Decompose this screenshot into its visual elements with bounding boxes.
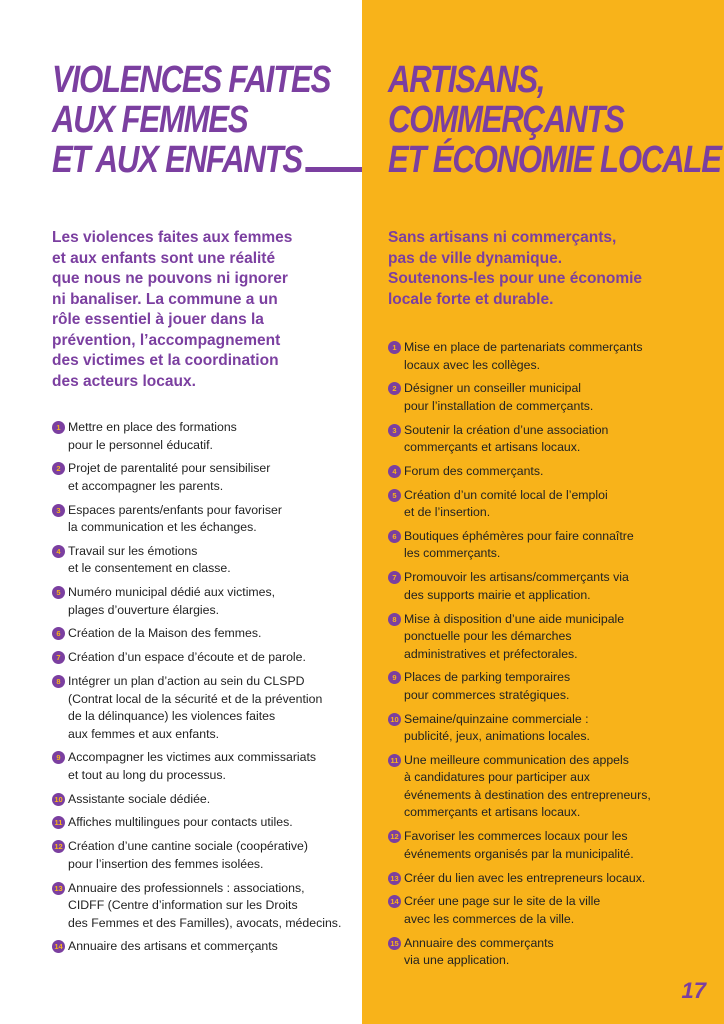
- left-intro-line: des victimes et la coordination: [52, 352, 279, 369]
- item-text-line: des Femmes et des Familles), avocats, médecins.: [68, 915, 342, 930]
- right-measure-item: [388, 711, 713, 746]
- item-number-badge: 11: [388, 754, 401, 767]
- item-number-badge: 7: [52, 651, 65, 664]
- item-text-line: des supports mairie et application.: [404, 587, 591, 602]
- right-column: [362, 0, 724, 1024]
- item-text-line: et tout au long du processus.: [68, 767, 226, 782]
- item-text-line: Création de la Maison des femmes.: [68, 626, 262, 641]
- item-text-line: commerçants et artisans locaux.: [404, 440, 581, 455]
- item-text-line: Mise à disposition d’une aide municipale: [404, 611, 625, 626]
- item-text-line: publicité, jeux, animations locales.: [404, 729, 590, 744]
- item-text-line: Annuaire des professionnels : associations,: [68, 880, 305, 895]
- left-measure-item: [52, 460, 357, 495]
- item-text-line: CIDFF (Centre d’information sur les Droits: [68, 898, 298, 913]
- item-number-badge: 8: [52, 675, 65, 688]
- item-text-line: Annuaire des artisans et commerçants: [68, 939, 278, 954]
- item-text-line: Places de parking temporaires: [404, 670, 571, 685]
- item-number-badge: 11: [52, 816, 65, 829]
- right-measure-item: [388, 828, 713, 863]
- item-text-line: Assistante sociale dédiée.: [68, 791, 211, 806]
- item-text-line: et le consentement en classe.: [68, 561, 231, 576]
- title-underline-rule: [305, 167, 367, 172]
- item-number-badge: 14: [52, 940, 65, 953]
- right-measure-item: [388, 487, 713, 522]
- item-number-badge: 6: [388, 530, 401, 543]
- item-text-line: à candidatures pour participer aux: [404, 770, 590, 785]
- item-number-badge: 14: [388, 895, 401, 908]
- right-measure-item: [388, 752, 713, 822]
- right-intro-line: Sans artisans ni commerçants,: [388, 229, 617, 246]
- item-text-line: pour commerces stratégiques.: [404, 687, 570, 702]
- left-measure-item: [52, 584, 357, 619]
- item-text-line: Créer du lien avec les entrepreneurs locaux.: [404, 870, 646, 885]
- item-text-line: Accompagner les victimes aux commissariats: [68, 750, 317, 765]
- left-measure-item: [52, 673, 357, 743]
- right-title-line: ET ÉCONOMIE LOCALE: [388, 139, 721, 181]
- left-measures-list: [52, 419, 357, 962]
- right-intro-line: pas de ville dynamique.: [388, 249, 563, 267]
- item-number-badge: 9: [52, 751, 65, 764]
- left-intro-line: Les violences faites aux femmes: [52, 229, 293, 246]
- item-text-line: Créer une page sur le site de la ville: [404, 894, 601, 909]
- item-text-line: Annuaire des commerçants: [404, 935, 554, 950]
- right-intro: [388, 228, 688, 310]
- left-measure-item: [52, 543, 357, 578]
- item-text-line: événements à destination des entrepreneurs,: [404, 787, 651, 802]
- item-text-line: Favoriser les commerces locaux pour les: [404, 829, 628, 844]
- right-measure-item: [388, 569, 713, 604]
- item-text-line: aux femmes et aux enfants.: [68, 726, 220, 741]
- right-measure-item: [388, 669, 713, 704]
- item-number-badge: 4: [52, 545, 65, 558]
- left-title-line: AUX FEMMES: [52, 99, 248, 141]
- page-number: 17: [681, 978, 706, 1003]
- item-text-line: Mise en place de partenariats commerçants: [404, 340, 643, 354]
- left-measure-item: [52, 649, 357, 667]
- item-text-line: Semaine/quinzaine commerciale :: [404, 711, 589, 726]
- item-text-line: Projet de parentalité pour sensibiliser: [68, 461, 271, 476]
- item-number-badge: 13: [388, 872, 401, 885]
- right-measure-item: [388, 893, 713, 928]
- item-text-line: Désigner un conseiller municipal: [404, 381, 582, 396]
- item-number-badge: 3: [52, 504, 65, 517]
- left-intro-line: rôle essentiel à jouer dans la: [52, 311, 264, 328]
- item-number-badge: 6: [52, 627, 65, 640]
- item-number-badge: 9: [388, 671, 401, 684]
- right-measure-item: [388, 611, 713, 664]
- item-number-badge: 12: [52, 840, 65, 853]
- right-intro-line: Soutenons-les pour une économie: [388, 270, 643, 287]
- item-text-line: Forum des commerçants.: [404, 463, 544, 478]
- item-text-line: (Contrat local de la sécurité et de la prévention: [68, 691, 323, 706]
- right-measure-item: [388, 380, 713, 415]
- item-text-line: via une application.: [404, 953, 510, 968]
- item-number-badge: 10: [388, 713, 401, 726]
- item-number-badge: 15: [388, 937, 401, 950]
- item-text-line: pour le personnel éducatif.: [68, 437, 213, 452]
- right-measure-item: [388, 935, 713, 970]
- item-number-badge: 5: [388, 489, 401, 502]
- item-text-line: Intégrer un plan d’action au sein du CLSPD: [68, 674, 305, 689]
- item-number-badge: 10: [52, 793, 65, 806]
- right-measure-item: [388, 339, 713, 374]
- right-title-line: ARTISANS,: [388, 59, 545, 101]
- item-text-line: Promouvoir les artisans/commerçants via: [404, 570, 629, 585]
- left-measure-item: [52, 814, 357, 832]
- left-intro-line: des acteurs locaux.: [52, 372, 196, 390]
- item-text-line: et accompagner les parents.: [68, 478, 224, 493]
- item-text-line: Mettre en place des formations: [68, 420, 237, 434]
- item-number-badge: 13: [52, 882, 65, 895]
- item-number-badge: 12: [388, 830, 401, 843]
- item-text-line: Création d’une cantine sociale (coopérative): [68, 839, 308, 854]
- item-number-badge: 8: [388, 613, 401, 626]
- item-number-badge: 3: [388, 424, 401, 437]
- left-measure-item: [52, 502, 357, 537]
- item-number-badge: 5: [52, 586, 65, 599]
- right-title: [388, 60, 721, 180]
- left-measure-item: [52, 938, 357, 956]
- right-measure-item: [388, 463, 713, 481]
- left-intro-line: et aux enfants sont une réalité: [52, 249, 276, 267]
- item-text-line: Numéro municipal dédié aux victimes,: [68, 585, 276, 600]
- right-measures-list: [388, 339, 713, 976]
- item-text-line: Boutiques éphémères pour faire connaître: [404, 528, 634, 543]
- left-title-line: VIOLENCES FAITES: [52, 59, 331, 101]
- left-intro-line: prévention, l’accompagnement: [52, 331, 281, 349]
- left-intro: [52, 228, 342, 392]
- item-text-line: et de l’insertion.: [404, 505, 491, 520]
- item-number-badge: 2: [52, 462, 65, 475]
- item-text-line: pour l’installation de commerçants.: [404, 398, 594, 413]
- left-title-line-text: ET AUX ENFANTS: [52, 139, 302, 181]
- item-text-line: administratives et préfectorales.: [404, 646, 578, 661]
- left-intro-line: ni banaliser. La commune a un: [52, 290, 278, 308]
- right-measure-item: [388, 422, 713, 457]
- right-title-line: COMMERÇANTS: [388, 99, 624, 141]
- item-number-badge: 4: [388, 465, 401, 478]
- left-measure-item: [52, 749, 357, 784]
- item-text-line: locaux avec les collèges.: [404, 357, 541, 372]
- item-text-line: Création d’un comité local de l’emploi: [404, 487, 608, 502]
- item-text-line: ponctuelle pour les démarches: [404, 629, 572, 644]
- item-number-badge: 1: [388, 341, 401, 354]
- left-intro-line: que nous ne pouvons ni ignorer: [52, 270, 288, 287]
- right-measure-item: [388, 528, 713, 563]
- item-text-line: Soutenir la création d’une association: [404, 422, 609, 437]
- item-text-line: événements organisés par la municipalité.: [404, 846, 634, 861]
- item-text-line: Création d’un espace d’écoute et de parole.: [68, 650, 306, 665]
- item-text-line: pour l’insertion des femmes isolées.: [68, 856, 264, 871]
- left-title-line: [52, 140, 368, 180]
- right-intro-line: locale forte et durable.: [388, 290, 554, 308]
- item-text-line: Travail sur les émotions: [68, 543, 198, 558]
- left-measure-item: [52, 419, 357, 454]
- left-measure-item: [52, 625, 357, 643]
- left-title: [52, 60, 368, 180]
- item-number-badge: 7: [388, 571, 401, 584]
- left-measure-item: [52, 838, 357, 873]
- left-measure-item: [52, 791, 357, 809]
- item-text-line: commerçants et artisans locaux.: [404, 805, 581, 820]
- item-text-line: la communication et les échanges.: [68, 520, 257, 535]
- item-text-line: Affiches multilingues pour contacts utiles.: [68, 815, 293, 830]
- item-text-line: Espaces parents/enfants pour favoriser: [68, 502, 282, 517]
- item-text-line: Une meilleure communication des appels: [404, 752, 629, 767]
- item-text-line: de la délinquance) les violences faites: [68, 709, 276, 724]
- item-text-line: les commerçants.: [404, 546, 501, 561]
- item-text-line: plages d’ouverture élargies.: [68, 602, 220, 617]
- item-text-line: avec les commerces de la ville.: [404, 911, 575, 926]
- left-measure-item: [52, 880, 357, 933]
- item-number-badge: 1: [52, 421, 65, 434]
- right-measure-item: [388, 870, 713, 888]
- item-number-badge: 2: [388, 382, 401, 395]
